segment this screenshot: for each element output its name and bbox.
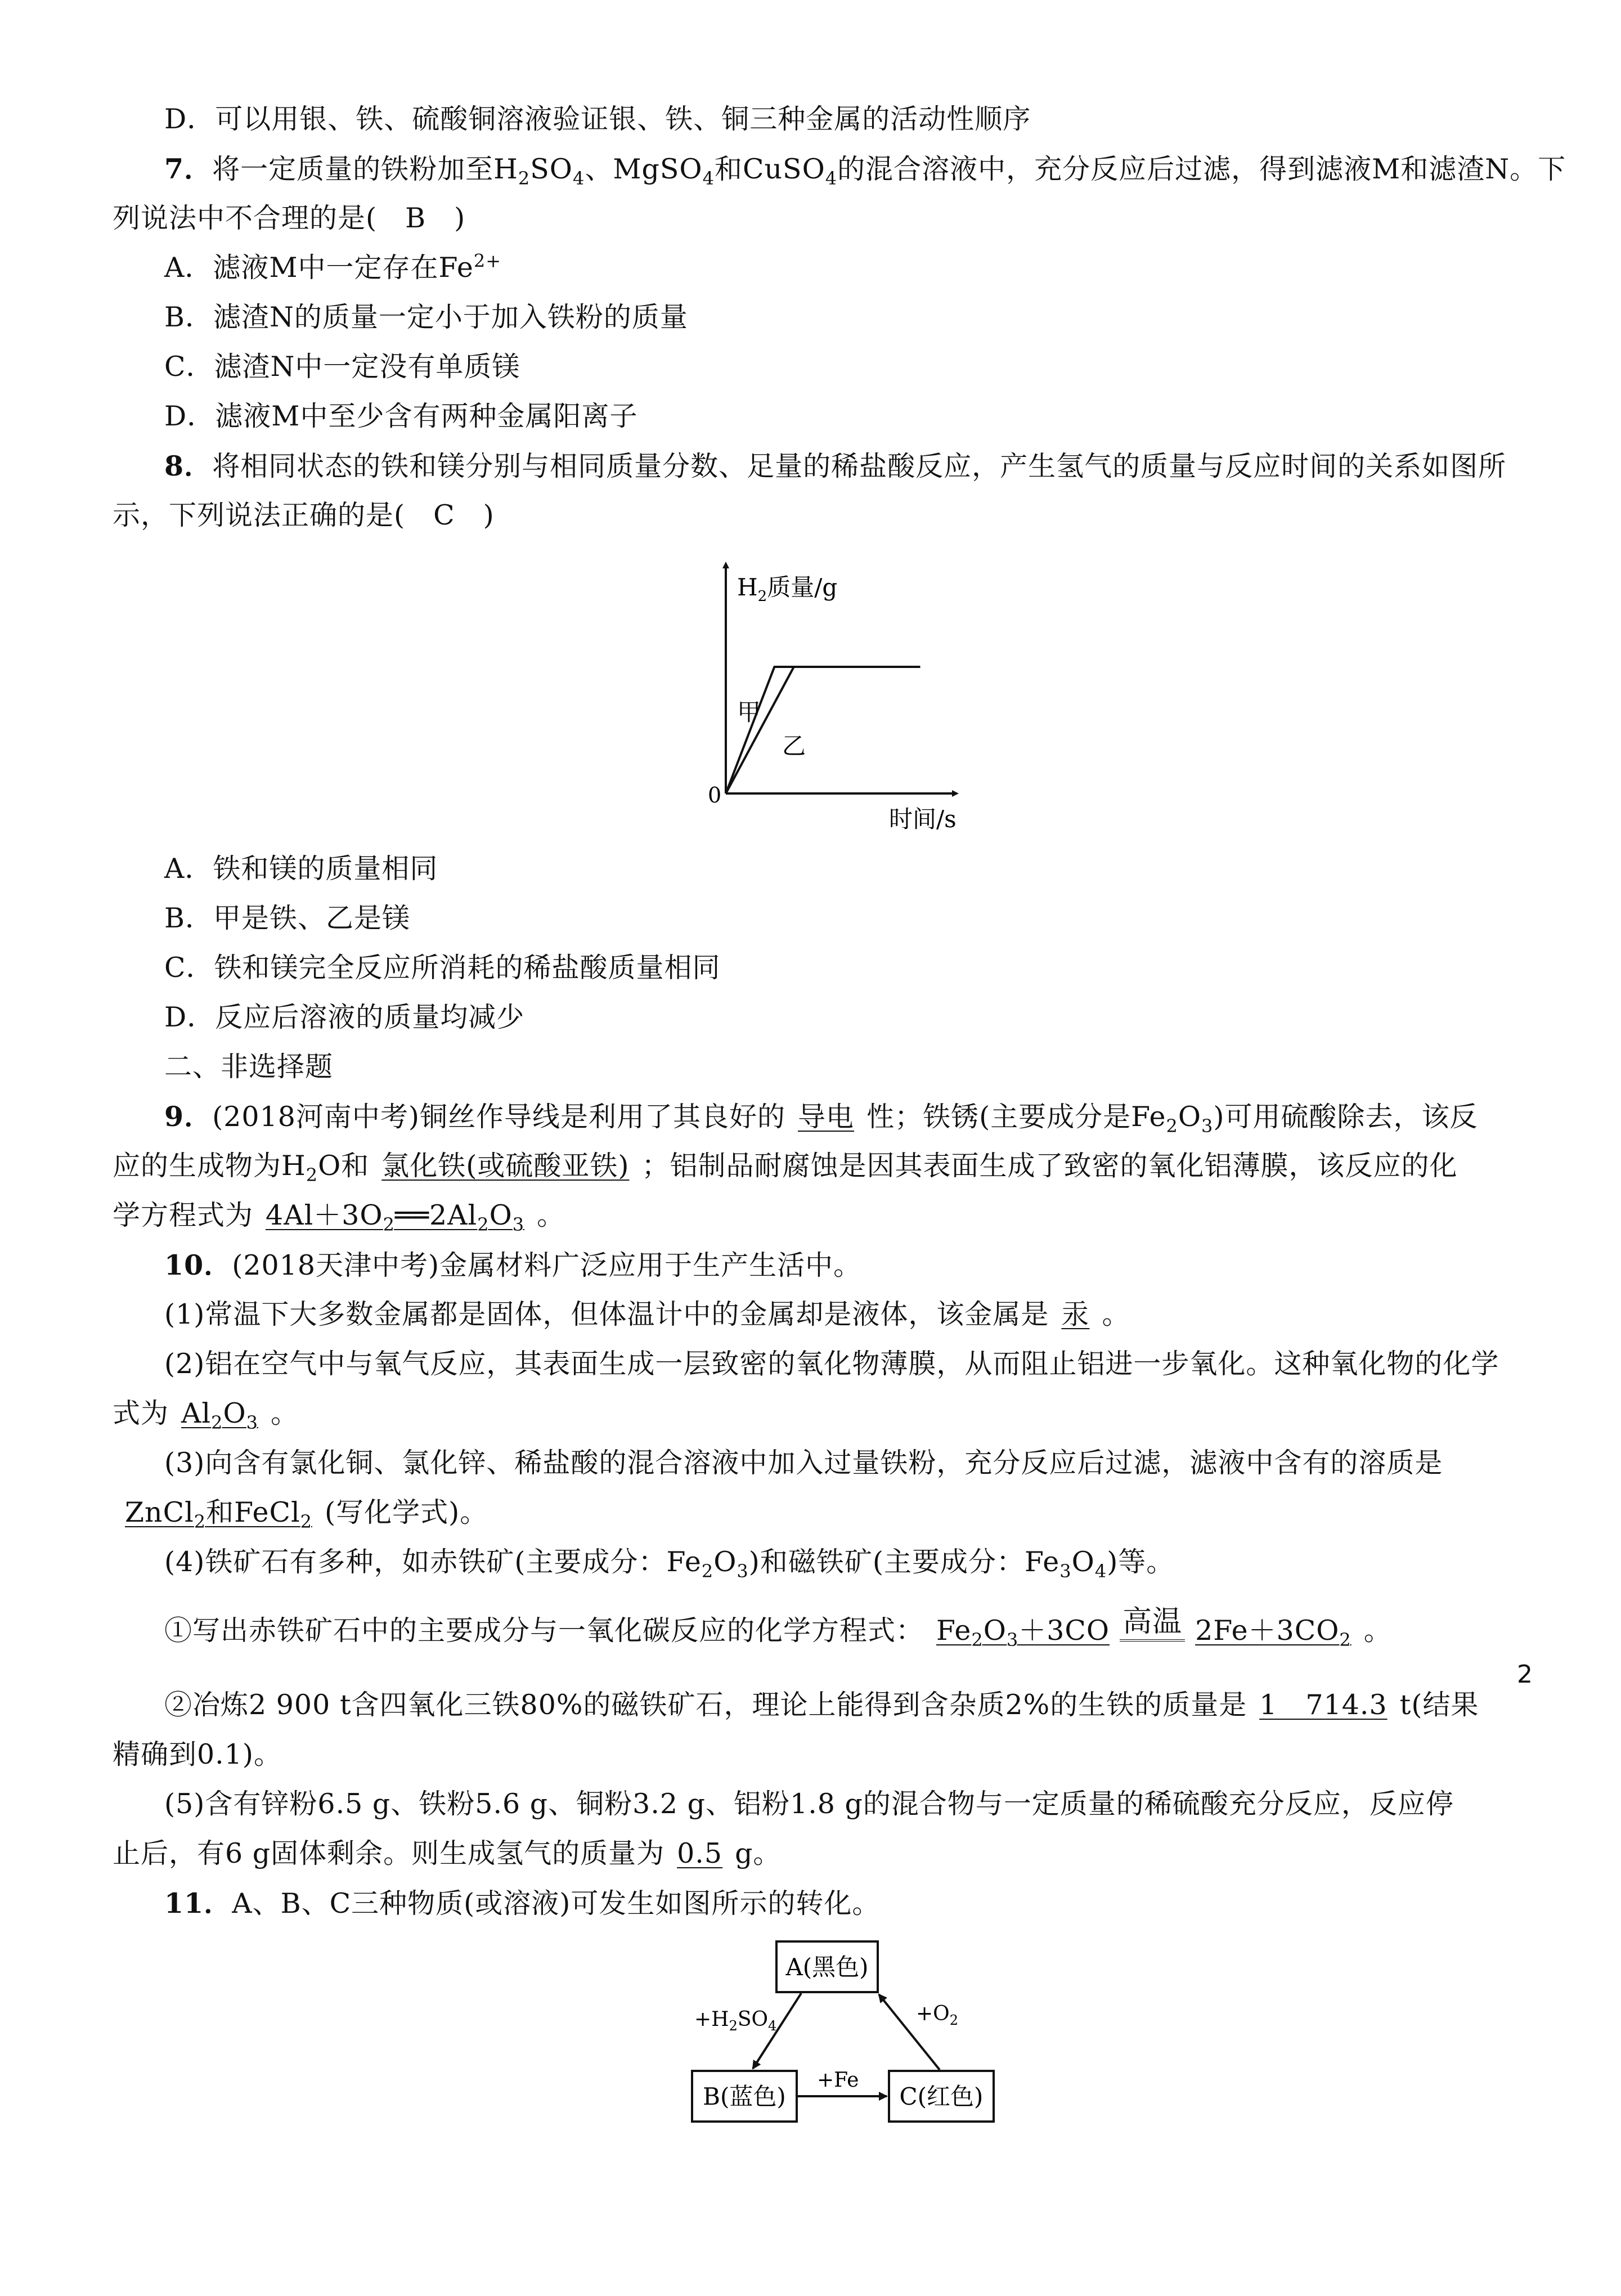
q10-part3-line2: ZnCl$_2$和FeCl$_2$ (写化学式)。	[113, 1495, 488, 1531]
q10-answer-4-2: 1 714.3	[1259, 1689, 1387, 1721]
q10-part2-line2: 式为 $Al_2O_3$ 。	[113, 1397, 299, 1433]
q8-option-d: D．反应后溶液的质量均减少	[164, 1001, 525, 1033]
node-c-label: C(红色)	[899, 2083, 984, 2110]
q8-option-b: B．甲是铁、乙是镁	[164, 902, 411, 934]
q9-answer-3: $4Al+3O_2══2Al_2O_3$	[266, 1199, 525, 1235]
conversion-diagram	[675, 1936, 1024, 2138]
q10-answer-2: $Al_2O_3$	[181, 1397, 258, 1433]
q9-line3: 学方程式为 $4Al+3O_2══2Al_2O_3$ 。	[113, 1199, 565, 1235]
q10-part4-2-line1: ②冶炼2 900 t含四氧化三铁80%的磁铁矿石，理论上能得到含杂质2%的生铁的质量是 1 714.3 t(结果	[164, 1689, 1479, 1721]
q9-line2: 应的生成物为$H_2O$和 氯化铁(或硫酸亚铁) ；铝制品耐腐蚀是因其表面生成了致密的氧化铝薄膜，该反应的化	[113, 1150, 1458, 1186]
series-yi-label: 乙	[782, 732, 806, 760]
q10-part1: (1)常温下大多数金属都是固体，但体温计中的金属却是液体，该金属是 汞 。	[164, 1298, 1130, 1330]
q10-answer-1: 汞	[1061, 1298, 1090, 1330]
y-axis-label: $H_2$质量/g	[737, 573, 838, 605]
q10-part5-line2: 止后，有6 g固体剩余。则生成氢气的质量为 0.5 g。	[113, 1837, 782, 1869]
q8-stem-line2: 示，下列说法正确的是( C )	[113, 499, 495, 531]
origin-label: 0	[708, 783, 722, 808]
edge-ca-label: $+O_2$	[916, 2002, 958, 2028]
q9-answer-2: 氯化铁(或硫酸亚铁)	[381, 1150, 630, 1182]
hydrogen-time-chart	[698, 557, 1002, 833]
q7-option-b: B．滤渣N的质量一定小于加入铁粉的质量	[164, 301, 688, 333]
q6-option-d: D．可以用银、铁、硫酸铜溶液验证银、铁、铜三种金属的活动性顺序	[164, 103, 1031, 135]
q8-stem: 8．将相同状态的铁和镁分别与相同质量分数、足量的稀盐酸反应，产生氢气的质量与反应时间的关系如图所	[164, 450, 1507, 482]
edge-bc-label: +Fe	[817, 2069, 859, 2092]
q10-part5-line1: (5)含有锌粉6.5 g、铁粉5.6 g、铜粉3.2 g、铝粉1.8 g的混合物与一定质量的稀硫酸充分反应，反应停	[164, 1788, 1454, 1820]
series-line-1	[726, 667, 920, 793]
q9-line1: 9．(2018河南中考)铜丝作导线是利用了其良好的 导电 性；铁锈(主要成分是$Fe_2O_3$)可用硫酸除去，该反	[164, 1100, 1478, 1137]
q10-part4-1: ①写出赤铁矿石中的主要成分与一氧化碳反应的化学方程式： $Fe_2O_3+3CO$ 高温 $2Fe+3CO_2$ 。	[164, 1604, 1392, 1651]
section-heading: 二、非选择题	[164, 1051, 334, 1083]
node-a-label: A(黑色)	[785, 1953, 869, 1981]
q10-answer-4-1: $Fe_2O_3+3CO$ 高温 $2Fe+3CO_2$	[936, 1604, 1351, 1651]
q10-part4: (4)铁矿石有多种，如赤铁矿(主要成分：$Fe_2O_3$)和磁铁矿(主要成分：$Fe_3O_4$)等。	[164, 1546, 1175, 1582]
q10-part3-line1: (3)向含有氯化铜、氯化锌、稀盐酸的混合溶液中加入过量铁粉，充分反应后过滤，滤液中含有的溶质是	[164, 1447, 1443, 1479]
series-jia-label: 甲	[737, 698, 761, 726]
arrow-a-to-b	[753, 1993, 801, 2069]
q10-part2-line1: (2)铝在空气中与氧气反应，其表面生成一层致密的氧化物薄膜，从而阻止铝进一步氧化。这种氧化物的化学	[164, 1348, 1499, 1380]
q10-answer-5: 0.5	[677, 1837, 723, 1869]
node-b-label: B(蓝色)	[703, 2083, 786, 2110]
q10-part4-2-line2: 精确到0.1)。	[113, 1738, 282, 1770]
edge-ab-label: $+H_2SO_4$	[694, 2008, 777, 2034]
q8-option-c: C．铁和镁完全反应所消耗的稀盐酸质量相同	[164, 952, 721, 984]
q10-answer-3: ZnCl$_2$和FeCl$_2$	[125, 1496, 312, 1532]
series-line-2	[726, 667, 920, 793]
q11-stem: 11．A、B、C三种物质(或溶液)可发生如图所示的转化。	[164, 1887, 881, 1920]
reaction-condition: 高温	[1120, 1607, 1185, 1642]
q9-answer-1: 导电	[798, 1101, 855, 1133]
q8-option-a: A．铁和镁的质量相同	[164, 853, 438, 885]
q7-stem-line2: 列说法中不合理的是( B )	[113, 202, 466, 234]
q7-option-a: A．滤液M中一定存在$Fe^{2+}$	[164, 250, 502, 284]
page-number: 2	[1517, 1660, 1533, 1689]
q7-stem: 7．将一定质量的铁粉加至$H_2SO_4$、MgSO$_4$和CuSO$_4$的混合溶液中，充分反应后过滤，得到滤液M和滤渣N。下	[164, 153, 1566, 189]
q7-option-c: C．滤渣N中一定没有单质镁	[164, 351, 520, 383]
q10-stem: 10．(2018天津中考)金属材料广泛应用于生产生活中。	[164, 1249, 862, 1281]
q7-option-d: D．滤液M中至少含有两种金属阳离子	[164, 400, 638, 432]
x-axis-label: 时间/s	[889, 805, 957, 833]
